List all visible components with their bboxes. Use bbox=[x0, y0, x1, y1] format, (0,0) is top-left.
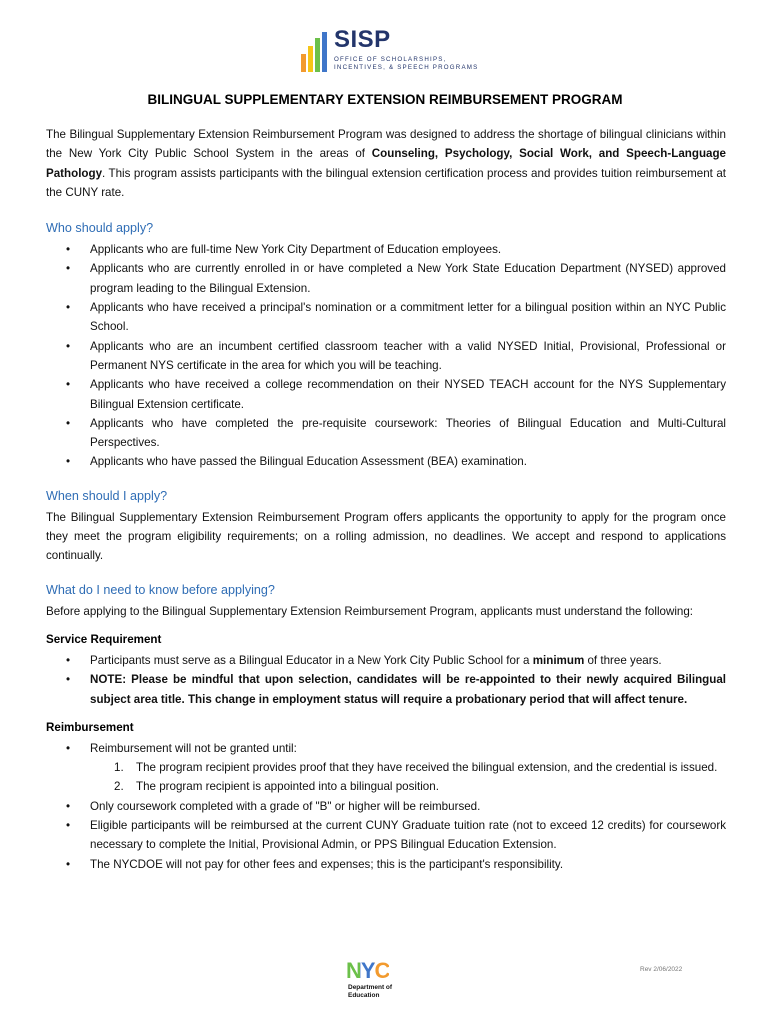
who-heading: Who should apply? bbox=[46, 221, 154, 236]
bullet-icon: • bbox=[66, 799, 71, 813]
doe-line1: Department of bbox=[348, 984, 393, 991]
list-item bbox=[66, 298, 726, 337]
list-item bbox=[66, 739, 726, 797]
nyc-logo-text bbox=[346, 960, 389, 982]
reimbursement-heading: Reimbursement bbox=[46, 720, 134, 734]
sublist-item bbox=[114, 758, 726, 777]
list-item-text: Participants must serve as a Bilingual Educator in a New York City Public School for a bbox=[90, 653, 533, 667]
list-item-text: Applicants who have completed the pre-requisite coursework: Theories of Bilingual Education and Multi-Cultural Perspectives. bbox=[90, 416, 726, 450]
note-text: NOTE: Please be mindful that upon selection, candidates will be re-appointed to their newly acquired Bilingual subject area title. This change in employment status will require a probationary period that will affect tenure. bbox=[90, 673, 726, 706]
bullet-icon: • bbox=[66, 243, 71, 257]
know-paragraph: Before applying to the Bilingual Supplementary Extension Reimbursement Program, applicants must understand the following: bbox=[46, 604, 694, 618]
list-item-text: Applicants who have received a principal's nomination or a commitment letter for a bilingual position within an NYC Public School. bbox=[90, 301, 726, 334]
bullet-icon: • bbox=[66, 673, 71, 687]
sublist-number: 1. bbox=[114, 761, 124, 775]
list-item bbox=[66, 414, 726, 453]
list-item bbox=[66, 337, 726, 376]
logo-subtitle-line1: OFFICE OF SCHOLARSHIPS, bbox=[334, 56, 447, 63]
sublist-text: The program recipient is appointed into a bilingual position. bbox=[136, 780, 439, 794]
intro-bold: Counseling, Psychology, Social Work, and Speech-Language Pathology bbox=[46, 147, 727, 180]
intro-text-2: . This program assists participants with the bilingual extension certification process and provides tuition reimbursement at the CUNY rate. bbox=[46, 166, 726, 199]
when-heading: When should I apply? bbox=[46, 488, 168, 503]
know-heading: What do I need to know before applying? bbox=[46, 582, 275, 597]
bullet-icon: • bbox=[66, 301, 71, 315]
list-item bbox=[66, 651, 726, 670]
service-list bbox=[46, 651, 726, 709]
intro-paragraph bbox=[46, 125, 726, 202]
sublist-number: 2. bbox=[114, 780, 124, 794]
list-item bbox=[66, 240, 726, 259]
page-title: BILINGUAL SUPPLEMENTARY EXTENSION REIMBURSEMENT PROGRAM bbox=[147, 92, 623, 107]
list-item bbox=[66, 259, 726, 298]
list-item-text: Applicants who are an incumbent certified classroom teacher with a valid NYSED Initial, Provisional, Professional or Permanent NYS certificate in the area for which you will be teaching. bbox=[90, 339, 726, 372]
list-item-text: Reimbursement will not be granted until: bbox=[90, 741, 297, 755]
list-item bbox=[66, 452, 726, 471]
bullet-icon: • bbox=[66, 416, 71, 430]
document-body bbox=[46, 125, 726, 874]
intro-text-1: The Bilingual Supplementary Extension Reimbursement Program was designed to address the shortage of bilingual clinicians within the New York City Public School System in the areas of bbox=[46, 128, 726, 161]
sisp-logo bbox=[300, 26, 500, 76]
nyc-doe-logo bbox=[346, 960, 416, 1010]
list-item-text: The NYCDOE will not pay for other fees and expenses; this is the participant's responsibility. bbox=[90, 857, 564, 871]
list-item bbox=[66, 670, 726, 709]
revision-date: Rev 2/06/2022 bbox=[640, 966, 683, 973]
bullet-icon: • bbox=[66, 857, 71, 871]
bullet-icon: • bbox=[66, 262, 71, 276]
bar-chart-logo-icon bbox=[300, 32, 330, 74]
sublist-item bbox=[114, 777, 726, 796]
reimbursement-list bbox=[46, 739, 726, 874]
list-item-text: Applicants who are currently enrolled in or have completed a New York State Education Department (NYSED) approved program leading to the Bilingual Extension. bbox=[90, 262, 726, 295]
doe-line2: Education bbox=[348, 992, 380, 999]
list-item-text: Eligible participants will be reimbursed at the current CUNY Graduate tuition rate (not to exceed 12 credits) for coursework necessary to complete the Initial, Provisional Admin, or PPS Bilingual Education Extension. bbox=[90, 819, 726, 852]
list-item-text: Only coursework completed with a grade of "B" or higher will be reimbursed. bbox=[90, 799, 481, 813]
list-item-text: Applicants who have passed the Bilingual Education Assessment (BEA) examination. bbox=[90, 455, 527, 469]
list-item bbox=[66, 797, 726, 816]
logo-subtitle-line2: INCENTIVES, & SPEECH PROGRAMS bbox=[334, 64, 479, 71]
list-item bbox=[66, 375, 726, 414]
list-item bbox=[66, 816, 726, 855]
list-item-bold: minimum bbox=[532, 653, 585, 667]
logo-name: SISP bbox=[334, 26, 391, 53]
nyc-letters: NYC bbox=[346, 958, 390, 983]
sublist-text: The program recipient provides proof that they have received the bilingual extension, and the credential is issued. bbox=[136, 761, 718, 775]
list-item bbox=[66, 855, 726, 874]
service-heading: Service Requirement bbox=[46, 632, 162, 646]
when-paragraph: The Bilingual Supplementary Extension Reimbursement Program offers applicants the opportunity to apply for the program once they meet the program eligibility requirements; on a rolling admission, no deadlines. We accept and respond to applications continually. bbox=[46, 510, 726, 563]
bullet-icon: • bbox=[66, 653, 71, 667]
bullet-icon: • bbox=[66, 741, 71, 755]
logo-subtitle bbox=[334, 56, 478, 72]
bullet-icon: • bbox=[66, 378, 71, 392]
bullet-icon: • bbox=[66, 455, 71, 469]
list-item-text: Applicants who are full-time New York City Department of Education employees. bbox=[90, 243, 502, 257]
bullet-icon: • bbox=[66, 819, 71, 833]
list-item-text: of three years. bbox=[584, 653, 662, 667]
list-item-text: Applicants who have received a college recommendation on their NYSED TEACH account for the NYS Supplementary Bilingual Extension certificate. bbox=[90, 378, 726, 411]
bullet-icon: • bbox=[66, 339, 71, 353]
doe-text bbox=[348, 984, 392, 1000]
who-list bbox=[46, 240, 726, 472]
reimbursement-sublist bbox=[90, 758, 726, 797]
